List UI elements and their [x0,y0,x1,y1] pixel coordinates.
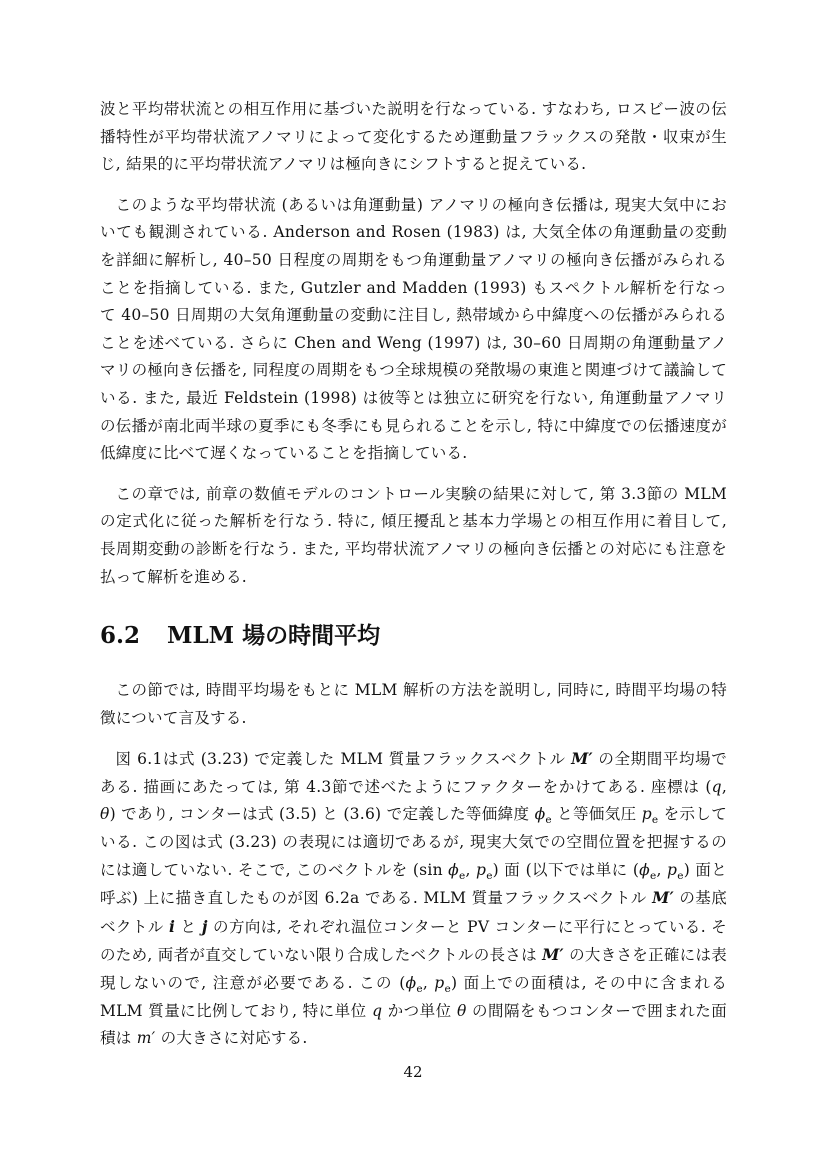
body-text [100,96,727,1066]
math-segment: p [476,860,487,879]
text-segment: , [422,974,435,993]
math-segment: ϕ [639,860,650,879]
math-subscript: e [416,983,423,996]
text-segment: , [721,777,727,796]
text-segment: この章では, 前章の数値モデルのコントロール実験の結果に対して, 第 3.3節の MLM の定式化に従った解析を行なう. 特に, 傾圧擾乱と基本力学場との相互作用に着目して, 長周期変動の診断を行なう. また, 平均帯状流アノマリの極向き伝播との対応にも注意を払って解析を進める. [100,484,727,586]
math-segment: m′ [136,1029,156,1048]
text-segment: の大きさに対応する. [155,1029,308,1048]
math-segment: θ [100,805,110,824]
section-title-segment: MLM [167,622,243,650]
text-segment: この節では, 時間平均場をもとに MLM 解析の方法を説明し, 同時に, 時間平均場の特徴について言及する. [100,681,727,727]
math-segment: p [667,860,678,879]
text-segment: 図 6.1は式 (3.23) で定義した MLM 質量フラックスベクトル [115,750,572,769]
section-heading [100,621,727,651]
math-segment: M′ [542,945,564,965]
math-segment: j [201,916,208,936]
math-segment: i [169,916,176,936]
math-segment: p [641,805,652,824]
math-subscript: e [677,869,684,882]
math-segment: θ [457,1001,467,1020]
math-segment: ϕ [534,805,546,824]
text-segment: このような平均帯状流 (あるいは角運動量) アノマリの極向き伝播は, 現実大気中においても観測されている. Anderson and Rosen (1983) は, 大気全体の角運動量の変動を詳細に解析し, 40–50 日程度の周期をもつ角運動量アノマリの極向き伝播がみられることを指摘している. また, Gutzler and Madden (1993) もスペクトル解析を行なって 40–50 日周期の大気角運動量の変動に注目し, 熱帯域から中緯度への伝播がみられることを述べている. さらに Chen and Weng (1997) は, 30–60 日周期の角運動量アノマリの極向き伝播を, 同程度の周期をもつ全球規模の発散場の東進と関連づけて議論している. また, 最近 Feldstein (1998) は彼等とは独立に研究を行ない, 角運動量アノマリの伝播が南北両半球の夏季にも冬季にも見られることを示し, 特に中緯度での伝播速度が低緯度に比べて遅くなっていることを指摘している. [100,195,727,463]
text-segment: かつ単位 [382,1001,458,1020]
math-segment: M′ [652,888,674,908]
text-segment: ) 面上での面積は, その中に含まれる MLM 質量に比例しており, 特に単位 [100,974,727,1020]
text-segment: ) であり, コンターは式 (3.5) と (3.6) で定義した等価緯度 [109,805,535,824]
math-segment: q [372,1001,383,1020]
text-segment: , [656,860,668,879]
text-segment: の基底ベクトル [100,889,728,936]
text-segment: ) 面 (以下では単に ( [492,860,640,879]
math-segment: p [434,974,445,993]
paragraph [100,677,727,732]
text-segment: と [175,917,202,936]
math-subscript: e [545,814,552,827]
math-subscript: e [651,814,659,827]
section-number: 6.2 [100,622,141,650]
math-segment: q [711,777,722,796]
math-segment: ϕ [405,974,417,993]
text-segment: の全期間平均場である. 描画にあたっては, 第 4.3節で述べたようにファクターをかけてある. 座標は ( [100,750,727,796]
paragraph [100,192,727,468]
text-segment: 波と平均帯状流との相互作用に基づいた説明を行なっている. すなわち, ロスビー波の伝播特性が平均帯状流アノマリによって変化するため運動量フラックスの発散・収束が生じ, 結果的に平均帯状流アノマリは極向きにシフトすると捉えている. [100,100,727,174]
text-segment: の方向は, それぞれ温位コンターと PV コンターに平行にとっている. そのため, 両者が直交していない限り合成したベクトルの長さは [100,917,727,965]
text-segment: の間隔をもつコンターで囲まれた面積は [100,1001,728,1048]
section-title-segment: 場の時間平均 [242,623,381,650]
paragraph [100,481,727,591]
text-segment: を示している. この図は式 (3.23) の表現には適切であるが, 現実大気での空間位置を把握するのには適していない. そこで, このベクトルを (sin [100,805,727,879]
text-segment: と等価気圧 [551,805,642,824]
math-subscript: e [458,869,466,882]
paragraph [100,96,727,179]
math-segment: ϕ [448,860,459,879]
text-segment: , [465,860,476,879]
math-subscript: e [444,983,451,996]
text-segment: ) 面と呼ぶ) 上に描き直したものが図 6.2a である. MLM 質量フラックスベクトル [100,860,727,908]
math-segment: M′ [571,749,593,769]
page-number: 42 [403,1063,423,1081]
text-segment: の大きさを正確には表現しないので, 注意が必要である. この ( [100,946,727,993]
math-subscript: e [486,869,493,882]
paragraph [100,745,727,1053]
math-subscript: e [650,869,657,882]
